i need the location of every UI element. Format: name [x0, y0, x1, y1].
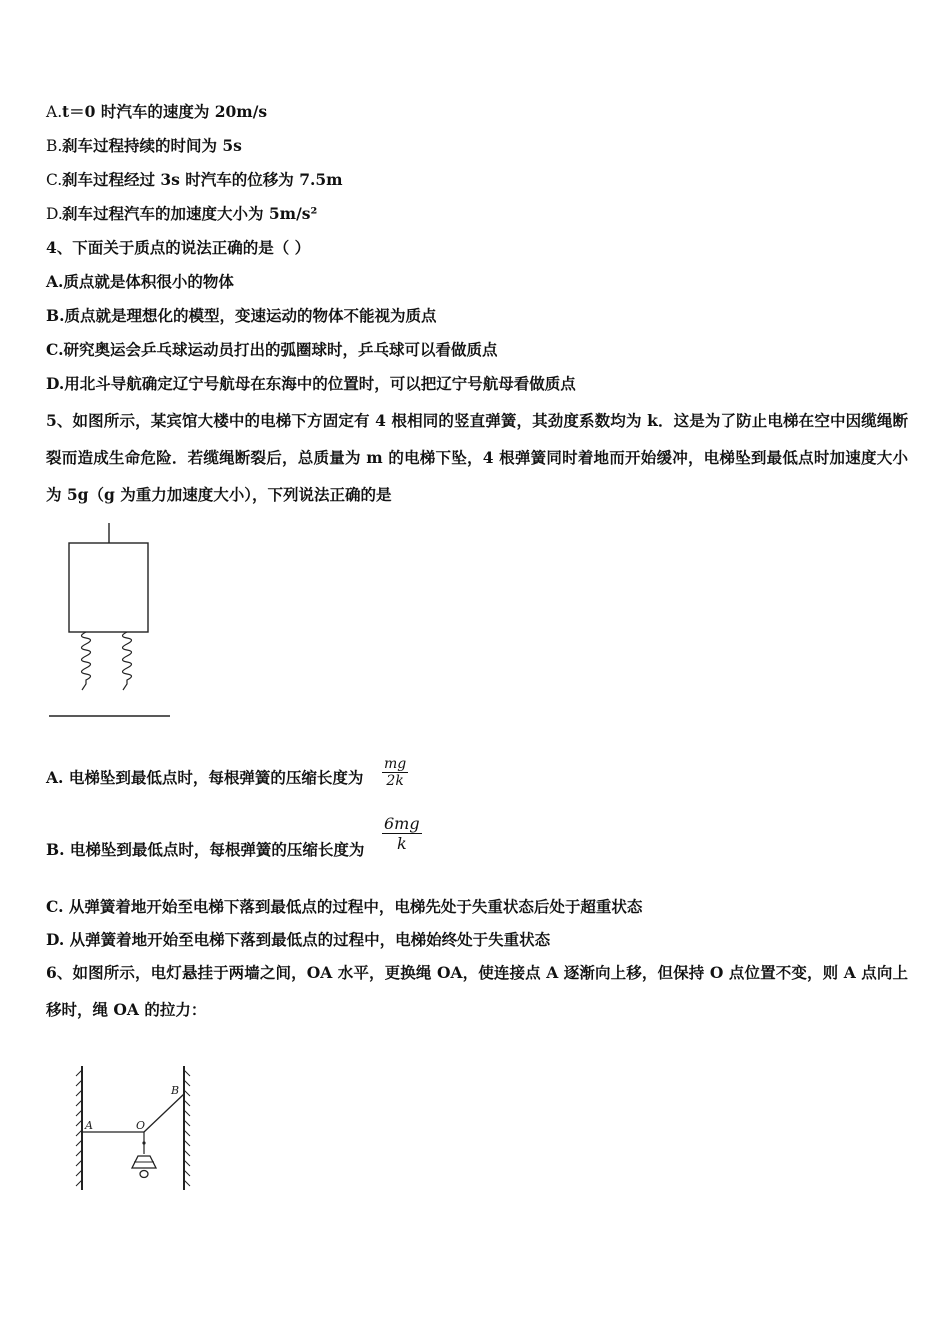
q3-option-d: D. — [46, 205, 63, 223]
q3-option-c: C. — [46, 171, 63, 189]
q5-option-a-numerator: mg — [384, 756, 407, 772]
q4-option-d: D.用北斗导航确定辽宁号航母在东海中的位置时，可以把辽宁号航母看做质点 — [46, 374, 576, 393]
q3-option-a-text: t＝0 时汽车的速度为 20m/s — [62, 102, 268, 121]
q3-option-b-text: 刹车过程持续的时间为 5s — [62, 136, 242, 155]
point-o-label: O — [136, 1119, 146, 1132]
q6-stem: 6、如图所示，电灯悬挂于两墙之间，OA 水平，更换绳 OA，使连接点 A 逐渐向上移，但保持 O 点位置不变，则 A 点向上移时，绳 OA 的拉力： — [46, 963, 908, 1019]
q3-option-b: B. — [46, 137, 63, 155]
q5-option-a: A. 电梯坠到最低点时，每根弹簧的压缩长度为 — [46, 768, 364, 787]
lamp-between-walls-figure — [68, 1060, 198, 1200]
q4-option-b: B.质点就是理想化的模型，变速运动的物体不能视为质点 — [46, 306, 437, 325]
point-a-label: A — [85, 1119, 93, 1132]
elevator-spring-figure — [40, 520, 180, 725]
q3-option-a: A. — [46, 103, 63, 121]
q5-option-d: D. 从弹簧着地开始至电梯下落到最低点的过程中，电梯始终处于失重状态 — [46, 930, 551, 949]
q4-option-c: C.研究奥运会乒乓球运动员打出的弧圈球时，乒乓球可以看做质点 — [46, 340, 498, 359]
q5-option-b-numerator: 6mg — [384, 814, 420, 833]
point-b-label: B — [171, 1084, 180, 1097]
q5-option-a-fraction — [382, 756, 408, 789]
q5-option-c: C. 从弹簧着地开始至电梯下落到最低点的过程中，电梯先处于失重状态后处于超重状态 — [46, 897, 643, 916]
q5-option-a-denominator: 2k — [386, 773, 404, 789]
q5-option-b: B. 电梯坠到最低点时，每根弹簧的压缩长度为 — [46, 840, 365, 859]
q4-stem: 4、下面关于质点的说法正确的是（ ） — [46, 238, 311, 257]
q5-option-b-denominator: k — [396, 834, 407, 853]
q3-option-d-text: 刹车过程汽车的加速度大小为 5m/s² — [62, 204, 318, 223]
q3-option-c-text: 刹车过程经过 3s 时汽车的位移为 7.5m — [62, 170, 343, 189]
q5-stem: 5、如图所示，某宾馆大楼中的电梯下方固定有 4 根相同的竖直弹簧，其劲度系数均为 k．这是为了防止电梯在空中因缆绳断裂而造成生命危险．若缆绳断裂后，总质量为 m 的电梯下坠，4 根弹簧同时着地而开始缓冲，电梯坠到最低点时加速度大小为 5g（g 为重力加速度大小），下列说法正确的是 — [46, 411, 908, 504]
q5-option-b-fraction — [382, 814, 422, 853]
q4-option-a: A.质点就是体积很小的物体 — [46, 272, 234, 291]
